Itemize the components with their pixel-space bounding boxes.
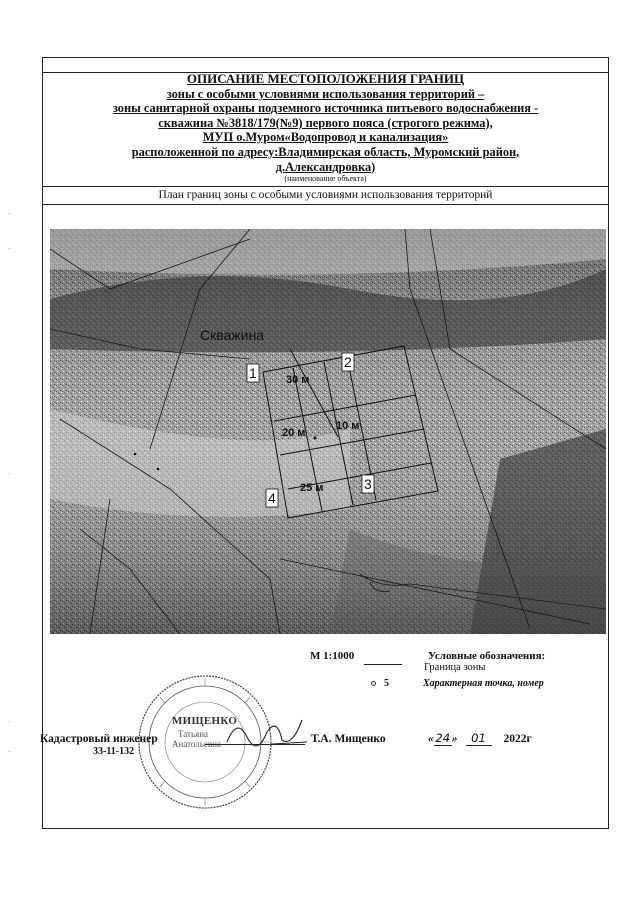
point-label-4: 4 <box>268 490 276 506</box>
document-title: ОПИСАНИЕ МЕСТОПОЛОЖЕНИЯ ГРАНИЦ <box>186 71 465 86</box>
point-marker-2 <box>342 353 354 371</box>
margin-mark: · <box>8 748 11 756</box>
dim-right: 10 м <box>336 420 360 432</box>
dim-left: 20 м <box>282 427 306 439</box>
header-caption: (наименование объекта) <box>284 174 367 184</box>
point-label-2: 2 <box>344 354 352 370</box>
center-point <box>314 437 317 440</box>
margin-mark: · <box>8 470 11 478</box>
margin-mark: · <box>8 210 11 218</box>
point-label-3: 3 <box>364 476 372 492</box>
header-line-7: д.Александровка) <box>275 159 376 174</box>
stamp-patronymic: Анатольевна <box>172 739 221 749</box>
legend-point-icon <box>371 681 376 686</box>
legend-point-number: 5 <box>384 678 389 689</box>
header-line-3: зоны санитарной охраны подземного источника питьевого водоснабжения - <box>112 101 539 116</box>
margin-mark: · <box>8 718 11 726</box>
handwritten-signature <box>222 712 312 752</box>
date-day: 24 <box>435 731 451 745</box>
legend-boundary-text: Граница зоны <box>424 662 486 673</box>
date-month: 01 <box>466 731 492 746</box>
margin-mark: · <box>8 245 11 253</box>
legend-boundary-line <box>364 664 402 665</box>
stamp-first-name: Татьяна <box>178 729 209 739</box>
header-line-5: МУП о.Муром«Водопровод и канализация» <box>202 130 449 145</box>
point-marker-1 <box>247 364 259 382</box>
plan-title: План границ зоны с особыми условиями использования территорий <box>158 189 493 201</box>
dim-top: 30 м <box>286 374 310 386</box>
date-year: 2022г <box>503 733 532 745</box>
dim-bottom: 25 м <box>300 482 324 494</box>
header-line-2: зоны с особыми условиями использования территорий – <box>166 86 485 101</box>
plan-title-divider <box>42 204 609 205</box>
signature-date: « 24 » 01 2022г <box>428 731 532 745</box>
signature-line <box>205 744 305 745</box>
point-label-1: 1 <box>249 365 257 381</box>
point-marker-4 <box>266 489 278 507</box>
header-line-6: расположенной по адресу:Владимирская область, Муромский район, <box>131 144 520 159</box>
label-well: Скважина <box>200 327 265 343</box>
header-divider <box>42 186 609 187</box>
engineer-reg-number: 33-11-132 <box>93 746 135 757</box>
header-line-4: скважина №3818/179(№9) первого пояса (строгого режима), <box>158 115 493 130</box>
boundary-map <box>50 229 606 634</box>
engineer-role: Кадастровый инженер <box>40 733 158 745</box>
engineer-name: Т.А. Мищенко <box>311 733 386 745</box>
legend-title: Условные обозначения: <box>428 650 546 662</box>
document-header <box>42 72 609 183</box>
map-scale: М 1:1000 <box>310 650 355 662</box>
point-marker-3 <box>362 475 374 493</box>
legend-point-text: Характерная точка, номер <box>423 678 544 689</box>
stamp-surname: МИЩЕНКО <box>172 715 238 727</box>
